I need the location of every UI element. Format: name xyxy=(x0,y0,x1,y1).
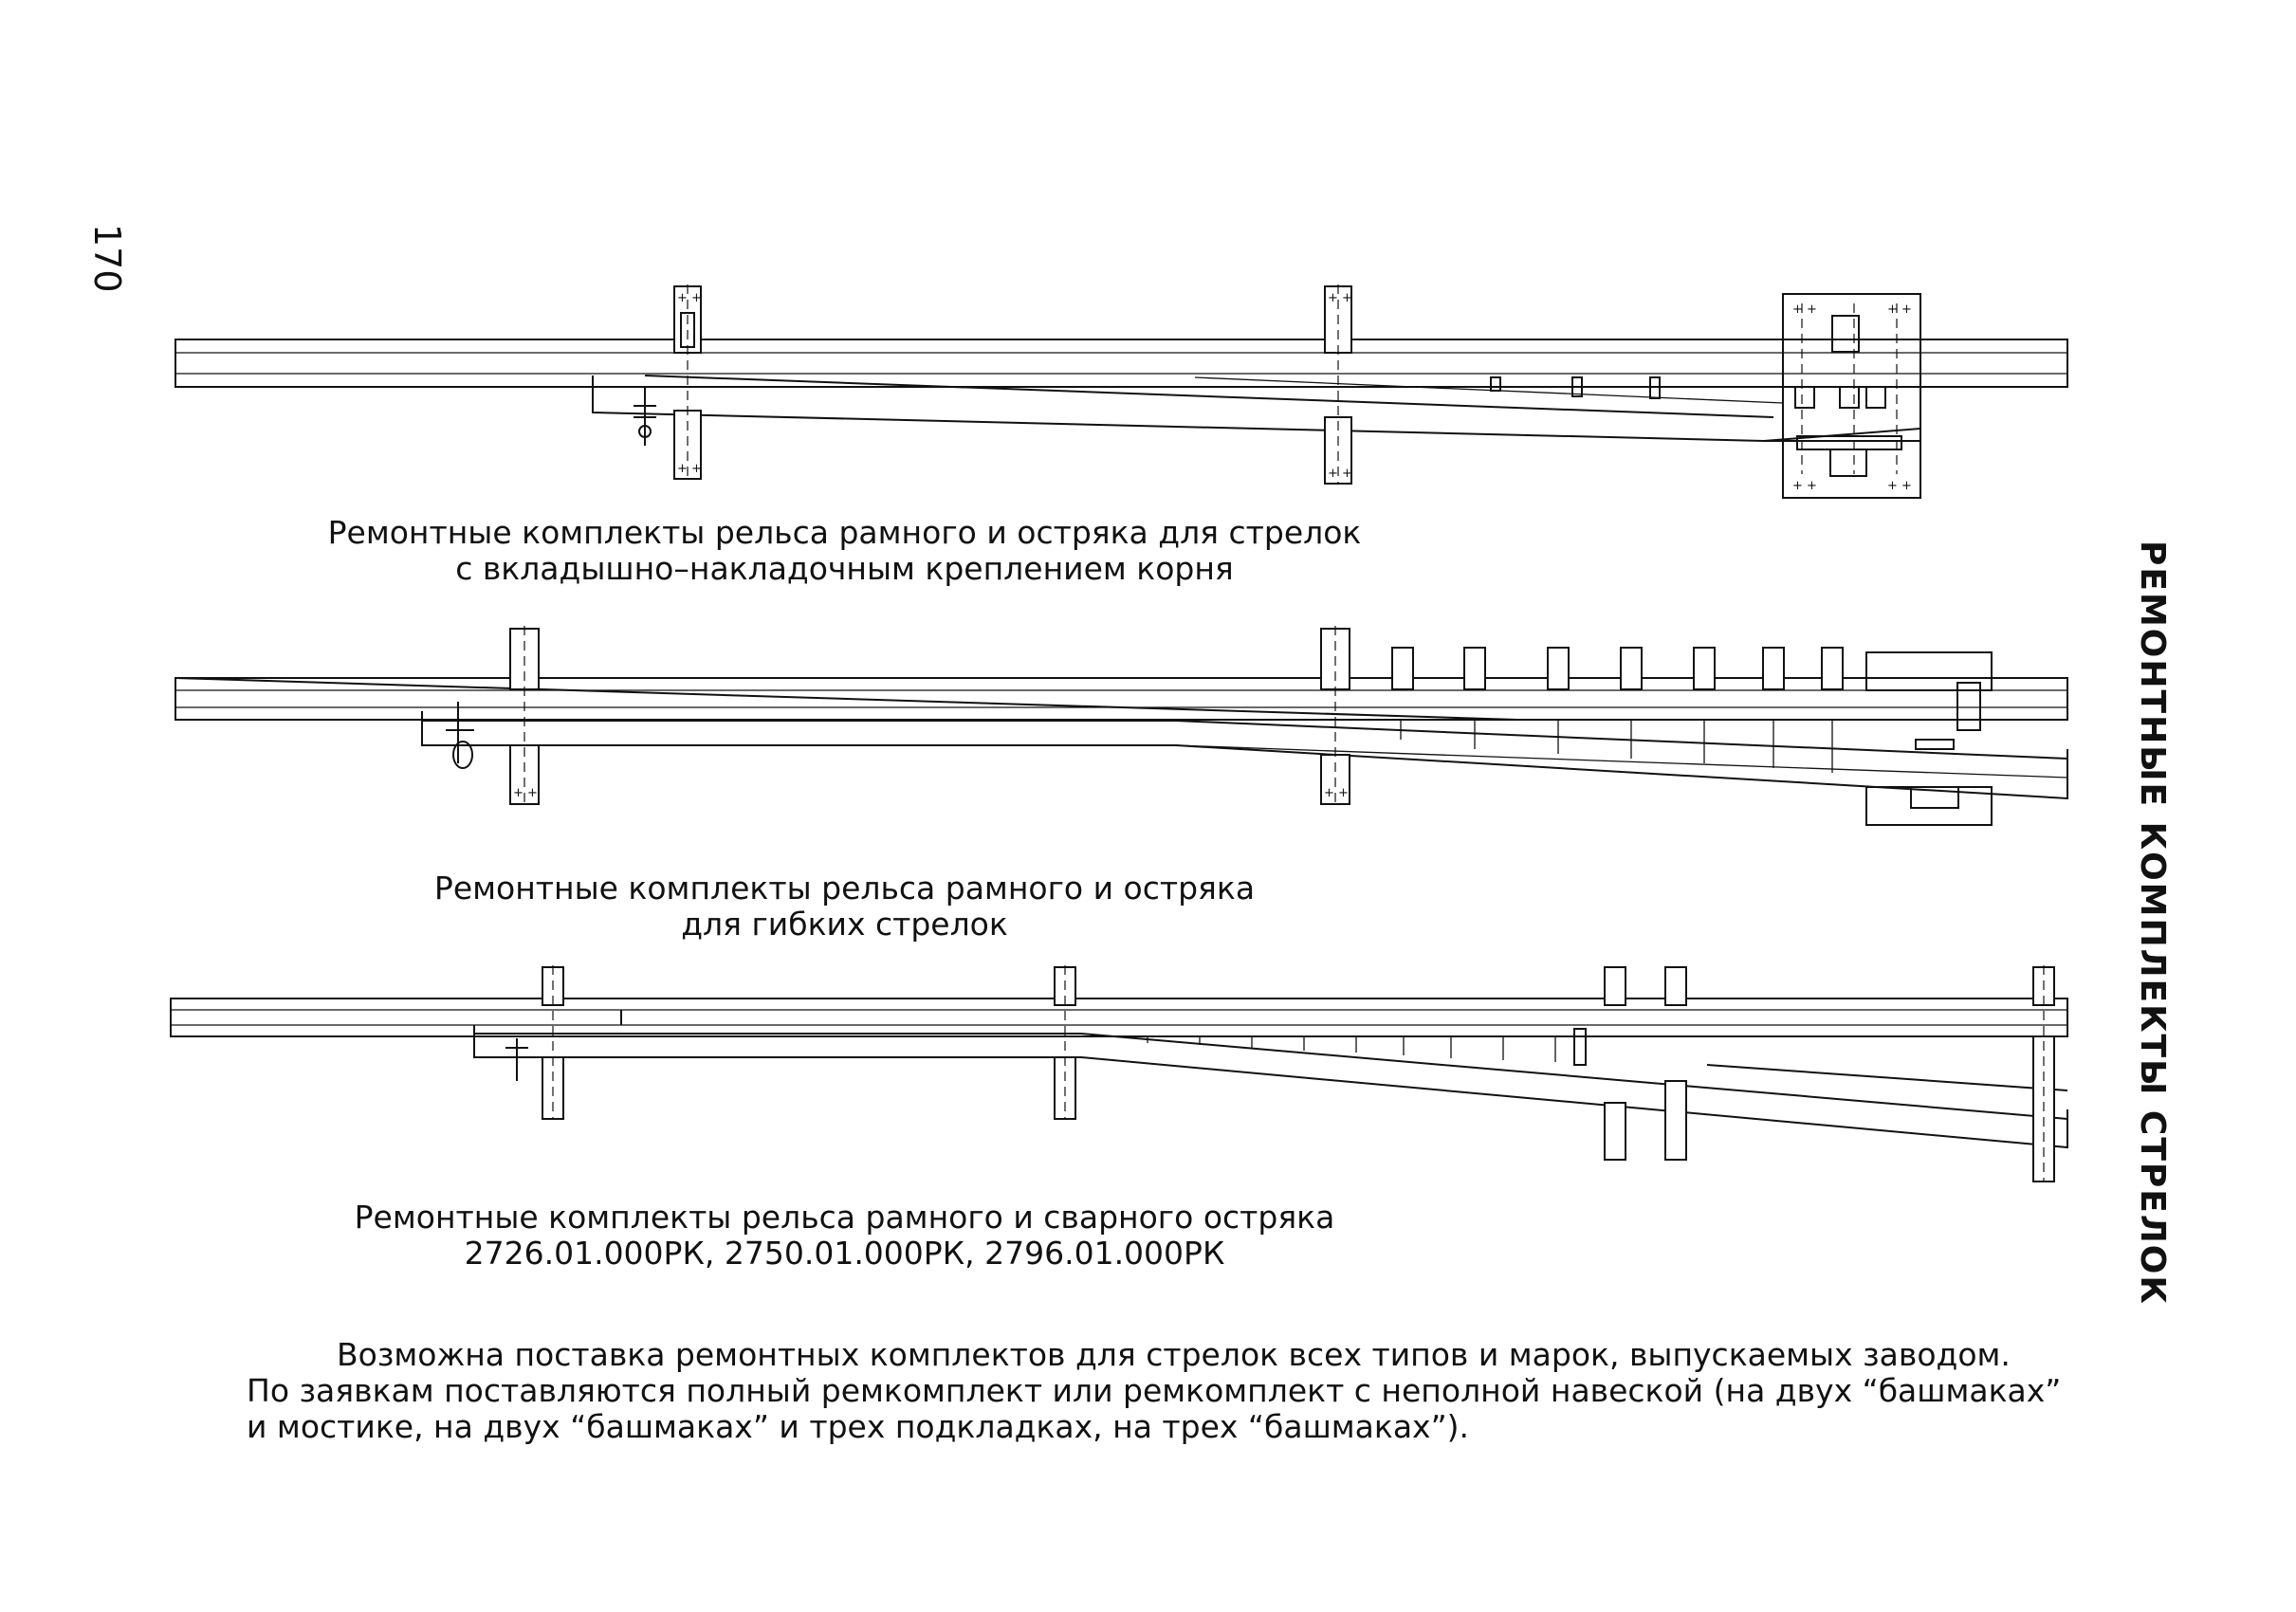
side-title: РЕМОНТНЫЕ КОМПЛЕКТЫ СТРЕЛОК xyxy=(2133,540,2172,1306)
caption-1-line-1: Ремонтные комплекты рельса рамного и остряка для стрелок xyxy=(327,514,1362,551)
svg-text:+ +: + + xyxy=(513,786,538,800)
svg-text:+ +: + + xyxy=(1792,479,1817,493)
note-line-1: Возможна поставка ремонтных комплектов для стрелок всех типов и марок, выпускаемых заводом. xyxy=(337,1336,2011,1373)
svg-text:+ +: + + xyxy=(1792,302,1817,317)
caption-1-line-2: с вкладышно–накладочным креплением корня xyxy=(455,550,1234,587)
caption-3-line-2: 2726.01.000РК, 2750.01.000РК, 2796.01.000РК xyxy=(464,1235,1225,1272)
drawing-3-welded-switch xyxy=(171,965,2067,1182)
svg-text:+ +: + + xyxy=(677,462,702,476)
drawing-1-insert-joint-switch xyxy=(175,284,2067,498)
drawing-2-flexible-switch xyxy=(175,626,2067,825)
caption-drawing-1 xyxy=(0,515,1993,587)
note-line-2: По заявкам поставляются полный ремкомплект или ремкомплект с неполной навеской (на двух “башмаках” xyxy=(247,1372,2062,1409)
caption-2-line-2: для гибких стрелок xyxy=(681,906,1008,943)
page-number: 170 xyxy=(86,224,128,293)
svg-text:+ +: + + xyxy=(677,291,702,305)
caption-3-line-1: Ремонтные комплекты рельса рамного и сварного остряка xyxy=(354,1199,1335,1236)
svg-text:+ +: + + xyxy=(1324,786,1349,800)
svg-text:+ +: + + xyxy=(1887,479,1912,493)
svg-text:+ +: + + xyxy=(1328,467,1352,481)
caption-drawing-2 xyxy=(0,870,1993,943)
svg-text:+ +: + + xyxy=(1328,291,1352,305)
caption-2-line-1: Ремонтные комплекты рельса рамного и остряка xyxy=(433,870,1256,907)
supply-note xyxy=(247,1337,2143,1445)
svg-text:+ +: + + xyxy=(1887,302,1912,317)
caption-drawing-3 xyxy=(0,1200,1993,1272)
note-line-3: и мостике, на двух “башмаках” и трех подкладках, на трех “башмаках”). xyxy=(247,1408,1470,1445)
